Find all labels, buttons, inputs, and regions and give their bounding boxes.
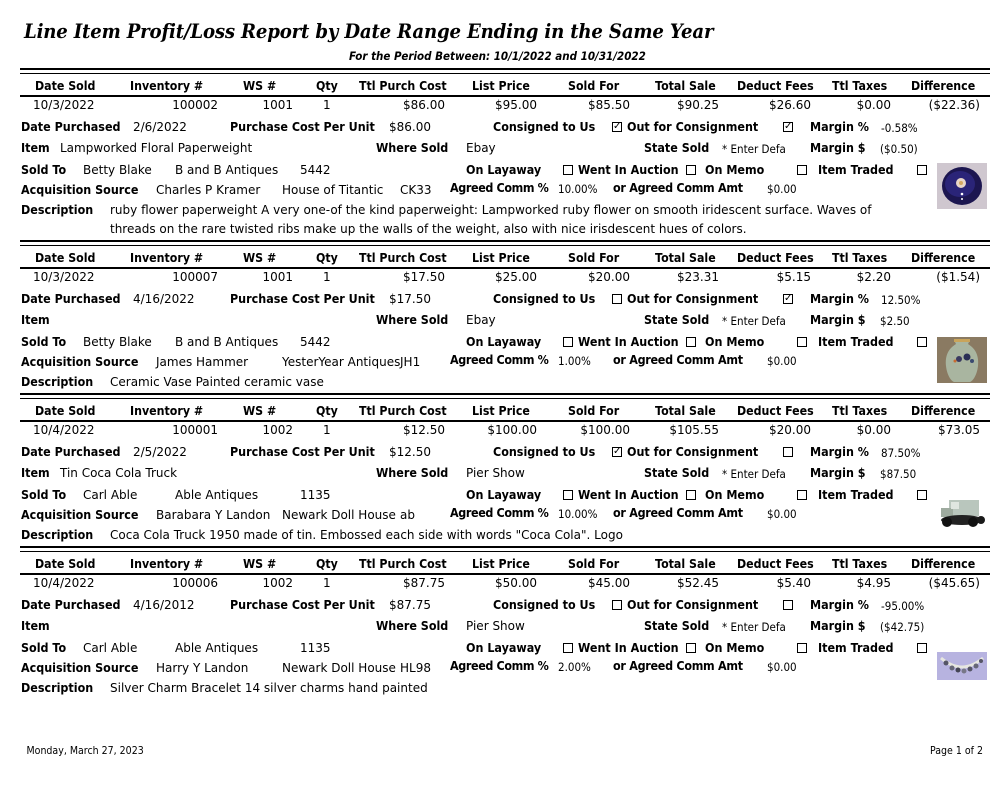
checkmark-icon: ✓ [784,121,793,132]
on-memo-checkbox[interactable] [797,490,807,500]
went-in-auction-checkbox[interactable] [686,643,696,653]
went-in-auction-label: Went In Auction [578,335,679,349]
margin-pct-label: Margin % [810,292,869,306]
ttl-purch-cost: $12.50 [403,423,445,437]
paperweight-photo [937,163,987,209]
where-sold-label: Where Sold [376,313,449,327]
header-ttl-taxes: Ttl Taxes [832,557,888,571]
ttl-purch-cost: $87.75 [403,576,445,590]
header-ws: WS # [243,557,277,571]
header-underline [20,95,990,97]
purchase-cost-per-unit: $17.50 [389,292,431,306]
acquisition-source-label: Acquisition Source [21,183,139,197]
ttl-purch-cost: $17.50 [403,270,445,284]
header-total-sale: Total Sale [655,79,716,93]
sold-to-company: Able Antiques [175,488,259,502]
sold-to-id: 5442 [300,335,331,349]
sold-to-name: Betty Blake [83,163,152,177]
consigned-to-us-checkbox[interactable] [612,600,622,610]
description-label: Description [21,203,94,217]
out-for-consignment-label: Out for Consignment [627,445,759,459]
where-sold: Ebay [466,313,496,327]
header-sold-for: Sold For [568,79,620,93]
item-traded-checkbox[interactable] [917,643,927,653]
agreed-comm-pct: 2.00% [558,660,591,674]
ttl-taxes: $0.00 [856,98,891,112]
sold-for: $100.00 [580,423,630,437]
bracelet-photo [937,644,987,690]
total-sale: $23.31 [677,270,719,284]
where-sold-label: Where Sold [376,466,449,480]
header-ttl-purch-cost: Ttl Purch Cost [359,79,447,93]
item-label: Item [21,313,50,327]
header-sold-for: Sold For [568,251,620,265]
agreed-comm-pct-label: Agreed Comm % [450,659,549,673]
agreed-comm-pct-label: Agreed Comm % [450,353,549,367]
vase-image [937,337,987,383]
sold-to-name: Betty Blake [83,335,152,349]
item-traded-label: Item Traded [818,163,894,177]
margin-dollar-label: Margin $ [810,466,866,480]
margin-dollar: $2.50 [880,314,910,328]
item-label: Item [21,141,50,155]
went-in-auction-label: Went In Auction [578,641,679,655]
consigned-to-us-checkbox[interactable] [612,447,622,457]
description-line-1: Ceramic Vase Painted ceramic vase [110,375,324,389]
consigned-to-us-label: Consigned to Us [493,120,596,134]
margin-dollar-label: Margin $ [810,313,866,327]
state-sold-label: State Sold [644,141,710,155]
agreed-comm-pct-label: Agreed Comm % [450,181,549,195]
acquisition-source-label: Acquisition Source [21,508,139,522]
header-list-price: List Price [472,251,530,265]
where-sold-label: Where Sold [376,619,449,633]
date-purchased: 4/16/2022 [133,292,195,306]
header-qty: Qty [316,557,338,571]
sold-for: $45.00 [588,576,630,590]
consigned-to-us-checkbox[interactable] [612,294,622,304]
on-layaway-label: On Layaway [466,335,542,349]
record-1 [0,68,998,236]
on-layaway-checkbox[interactable] [563,337,573,347]
header-ws: WS # [243,79,277,93]
consigned-to-us-label: Consigned to Us [493,292,596,306]
purchase-cost-per-unit-label: Purchase Cost Per Unit [230,292,375,306]
ws-number: 1001 [262,270,293,284]
consigned-to-us-checkbox[interactable] [612,122,622,132]
on-layaway-checkbox[interactable] [563,643,573,653]
ws-number: 1002 [262,576,293,590]
header-total-sale: Total Sale [655,557,716,571]
margin-dollar: ($0.50) [880,142,918,156]
report-title: Line Item Profit/Loss Report by Date Range Ending in the Same Year [24,20,714,43]
header-deduct-fees: Deduct Fees [737,404,814,418]
sold-for: $85.50 [588,98,630,112]
list-price: $50.00 [495,576,537,590]
agreed-comm-amt: $0.00 [767,182,797,196]
header-inventory: Inventory # [130,557,204,571]
margin-dollar: $87.50 [880,467,917,481]
acquisition-company: YesterYear Antiques [282,355,401,369]
item-label: Item [21,466,50,480]
on-memo-checkbox[interactable] [797,643,807,653]
date-purchased-label: Date Purchased [21,445,121,459]
agreed-comm-amt-label: or Agreed Comm Amt [613,181,743,195]
sold-for: $20.00 [588,270,630,284]
list-price: $100.00 [487,423,537,437]
header-inventory: Inventory # [130,404,204,418]
went-in-auction-checkbox[interactable] [686,337,696,347]
consigned-to-us-label: Consigned to Us [493,445,596,459]
header-date-sold: Date Sold [35,404,96,418]
footer-page-number: Page 1 of 2 [929,745,983,757]
header-deduct-fees: Deduct Fees [737,79,814,93]
item-label: Item [21,619,50,633]
header-qty: Qty [316,404,338,418]
purchase-cost-per-unit: $86.00 [389,120,431,134]
purchase-cost-per-unit-label: Purchase Cost Per Unit [230,445,375,459]
header-qty: Qty [316,251,338,265]
margin-pct: -95.00% [881,599,925,613]
sold-to-label: Sold To [21,641,67,655]
header-sold-for: Sold For [568,404,620,418]
ws-number: 1001 [262,98,293,112]
header-deduct-fees: Deduct Fees [737,251,814,265]
margin-pct-label: Margin % [810,598,869,612]
went-in-auction-label: Went In Auction [578,488,679,502]
out-for-consignment-checkbox[interactable] [783,600,793,610]
date-purchased-label: Date Purchased [21,292,121,306]
date-purchased-label: Date Purchased [21,598,121,612]
purchase-cost-per-unit: $87.75 [389,598,431,612]
header-ws: WS # [243,251,277,265]
vase-photo [937,337,987,383]
on-layaway-checkbox[interactable] [563,165,573,175]
header-list-price: List Price [472,557,530,571]
sold-to-company: B and B Antiques [175,163,279,177]
acquisition-id: HL98 [400,661,431,675]
acquisition-company: Newark Doll House [282,508,396,522]
description-label: Description [21,681,94,695]
on-layaway-label: On Layaway [466,163,542,177]
on-memo-label: On Memo [705,641,765,655]
header-list-price: List Price [472,404,530,418]
agreed-comm-amt-label: or Agreed Comm Amt [613,353,743,367]
item-traded-checkbox[interactable] [917,337,927,347]
item-traded-checkbox[interactable] [917,165,927,175]
purchase-cost-per-unit: $12.50 [389,445,431,459]
state-sold: * Enter Defa [722,620,786,634]
date-sold: 10/4/2022 [33,423,95,437]
header-deduct-fees: Deduct Fees [737,557,814,571]
date-purchased: 2/6/2022 [133,120,187,134]
date-purchased: 2/5/2022 [133,445,187,459]
went-in-auction-checkbox[interactable] [686,165,696,175]
sold-to-id: 5442 [300,163,331,177]
header-list-price: List Price [472,79,530,93]
checkmark-icon: ✓ [784,293,793,304]
agreed-comm-amt-label: or Agreed Comm Amt [613,506,743,520]
item-traded-label: Item Traded [818,335,894,349]
state-sold-label: State Sold [644,619,710,633]
sold-to-company: B and B Antiques [175,335,279,349]
agreed-comm-pct: 10.00% [558,507,598,521]
sold-to-label: Sold To [21,335,67,349]
description-line-1: Coca Cola Truck 1950 made of tin. Embossed each side with words "Coca Cola". Logo [110,528,623,542]
sold-to-id: 1135 [300,641,331,655]
description-line-1: Silver Charm Bracelet 14 silver charms hand painted [110,681,428,695]
item-traded-checkbox[interactable] [917,490,927,500]
truck-image [937,490,987,536]
header-difference: Difference [911,404,976,418]
acquisition-name: James Hammer [156,355,249,369]
out-for-consignment-label: Out for Consignment [627,598,759,612]
on-memo-label: On Memo [705,335,765,349]
header-ttl-taxes: Ttl Taxes [832,251,888,265]
ttl-taxes: $2.20 [856,270,891,284]
total-sale: $90.25 [677,98,719,112]
sold-to-id: 1135 [300,488,331,502]
deduct-fees: $20.00 [769,423,811,437]
truck-photo [937,490,987,536]
margin-dollar-label: Margin $ [810,619,866,633]
header-inventory: Inventory # [130,79,204,93]
purchase-cost-per-unit-label: Purchase Cost Per Unit [230,120,375,134]
record-2 [0,240,998,393]
acquisition-name: Harry Y Landon [156,661,249,675]
header-date-sold: Date Sold [35,79,96,93]
deduct-fees: $5.15 [776,270,811,284]
deduct-fees: $26.60 [769,98,811,112]
acquisition-company: Newark Doll House [282,661,396,675]
qty: 1 [323,576,331,590]
record-top-rule [20,68,990,74]
total-sale: $52.45 [677,576,719,590]
header-underline [20,573,990,575]
record-3 [0,393,998,546]
description-line-1: ruby flower paperweight A very one-of the kind paperweight: Lampworked ruby flower on smooth iridescent surface. Waves of [110,203,872,217]
header-difference: Difference [911,79,976,93]
agreed-comm-amt: $0.00 [767,660,797,674]
list-price: $25.00 [495,270,537,284]
state-sold: * Enter Defa [722,142,786,156]
description-line-2: threads on the rare twisted ribs make up the walls of the weight, also with nice irisdescent hues of colors. [110,222,747,236]
description-label: Description [21,375,94,389]
ttl-purch-cost: $86.00 [403,98,445,112]
where-sold: Pier Show [466,466,525,480]
record-top-rule [20,393,990,399]
header-ttl-taxes: Ttl Taxes [832,79,888,93]
header-ttl-taxes: Ttl Taxes [832,404,888,418]
where-sold: Ebay [466,141,496,155]
header-difference: Difference [911,251,976,265]
header-total-sale: Total Sale [655,251,716,265]
difference: ($22.36) [928,98,980,112]
agreed-comm-pct: 10.00% [558,182,598,196]
header-difference: Difference [911,557,976,571]
header-ttl-purch-cost: Ttl Purch Cost [359,404,447,418]
checkmark-icon: ✓ [613,446,622,457]
inventory-number: 100006 [172,576,218,590]
went-in-auction-label: Went In Auction [578,163,679,177]
agreed-comm-amt-label: or Agreed Comm Amt [613,659,743,673]
header-total-sale: Total Sale [655,404,716,418]
date-purchased-label: Date Purchased [21,120,121,134]
sold-to-name: Carl Able [83,488,138,502]
margin-dollar-label: Margin $ [810,141,866,155]
item-traded-label: Item Traded [818,641,894,655]
ttl-taxes: $4.95 [856,576,891,590]
bracelet-image [937,644,987,690]
on-layaway-label: On Layaway [466,488,542,502]
on-memo-label: On Memo [705,488,765,502]
agreed-comm-amt: $0.00 [767,507,797,521]
record-4 [0,546,998,699]
inventory-number: 100002 [172,98,218,112]
record-top-rule [20,546,990,552]
where-sold-label: Where Sold [376,141,449,155]
sold-to-company: Able Antiques [175,641,259,655]
checkmark-icon: ✓ [613,121,622,132]
header-qty: Qty [316,79,338,93]
ws-number: 1002 [262,423,293,437]
agreed-comm-pct-label: Agreed Comm % [450,506,549,520]
margin-pct: -0.58% [881,121,918,135]
on-memo-checkbox[interactable] [797,337,807,347]
header-sold-for: Sold For [568,557,620,571]
description-label: Description [21,528,94,542]
on-layaway-label: On Layaway [466,641,542,655]
went-in-auction-checkbox[interactable] [686,490,696,500]
acquisition-id: ab [400,508,415,522]
state-sold: * Enter Defa [722,467,786,481]
out-for-consignment-label: Out for Consignment [627,120,759,134]
acquisition-source-label: Acquisition Source [21,355,139,369]
margin-pct-label: Margin % [810,445,869,459]
on-memo-label: On Memo [705,163,765,177]
list-price: $95.00 [495,98,537,112]
ttl-taxes: $0.00 [856,423,891,437]
out-for-consignment-checkbox[interactable] [783,447,793,457]
header-inventory: Inventory # [130,251,204,265]
item-name: Lampworked Floral Paperweight [60,141,253,155]
difference: $73.05 [938,423,980,437]
acquisition-id: CK33 [400,183,432,197]
state-sold-label: State Sold [644,466,710,480]
sold-to-label: Sold To [21,488,67,502]
sold-to-label: Sold To [21,163,67,177]
header-underline [20,420,990,422]
margin-pct: 12.50% [881,293,921,307]
date-purchased: 4/16/2012 [133,598,195,612]
total-sale: $105.55 [669,423,719,437]
agreed-comm-amt: $0.00 [767,354,797,368]
margin-dollar: ($42.75) [880,620,925,634]
header-ws: WS # [243,404,277,418]
out-for-consignment-checkbox[interactable] [783,122,793,132]
difference: ($1.54) [936,270,980,284]
margin-pct: 87.50% [881,446,921,460]
state-sold: * Enter Defa [722,314,786,328]
inventory-number: 100007 [172,270,218,284]
acquisition-company: House of Titantic [282,183,384,197]
date-sold: 10/3/2022 [33,98,95,112]
paperweight-image [937,163,987,209]
agreed-comm-pct: 1.00% [558,354,591,368]
header-ttl-purch-cost: Ttl Purch Cost [359,557,447,571]
header-ttl-purch-cost: Ttl Purch Cost [359,251,447,265]
out-for-consignment-checkbox[interactable] [783,294,793,304]
consigned-to-us-label: Consigned to Us [493,598,596,612]
header-date-sold: Date Sold [35,557,96,571]
acquisition-source-label: Acquisition Source [21,661,139,675]
where-sold: Pier Show [466,619,525,633]
purchase-cost-per-unit-label: Purchase Cost Per Unit [230,598,375,612]
inventory-number: 100001 [172,423,218,437]
date-sold: 10/4/2022 [33,576,95,590]
header-date-sold: Date Sold [35,251,96,265]
footer-date: Monday, March 27, 2023 [26,745,144,757]
sold-to-name: Carl Able [83,641,138,655]
qty: 1 [323,423,331,437]
header-underline [20,267,990,269]
on-memo-checkbox[interactable] [797,165,807,175]
out-for-consignment-label: Out for Consignment [627,292,759,306]
state-sold-label: State Sold [644,313,710,327]
deduct-fees: $5.40 [776,576,811,590]
acquisition-name: Barabara Y Landon [156,508,271,522]
item-name: Tin Coca Cola Truck [60,466,178,480]
date-sold: 10/3/2022 [33,270,95,284]
item-traded-label: Item Traded [818,488,894,502]
report-period: For the Period Between: 10/1/2022 and 10/31/2022 [349,49,646,63]
record-top-rule [20,240,990,246]
difference: ($45.65) [928,576,980,590]
qty: 1 [323,270,331,284]
on-layaway-checkbox[interactable] [563,490,573,500]
qty: 1 [323,98,331,112]
acquisition-name: Charles P Kramer [156,183,261,197]
acquisition-id: JH1 [400,355,421,369]
margin-pct-label: Margin % [810,120,869,134]
